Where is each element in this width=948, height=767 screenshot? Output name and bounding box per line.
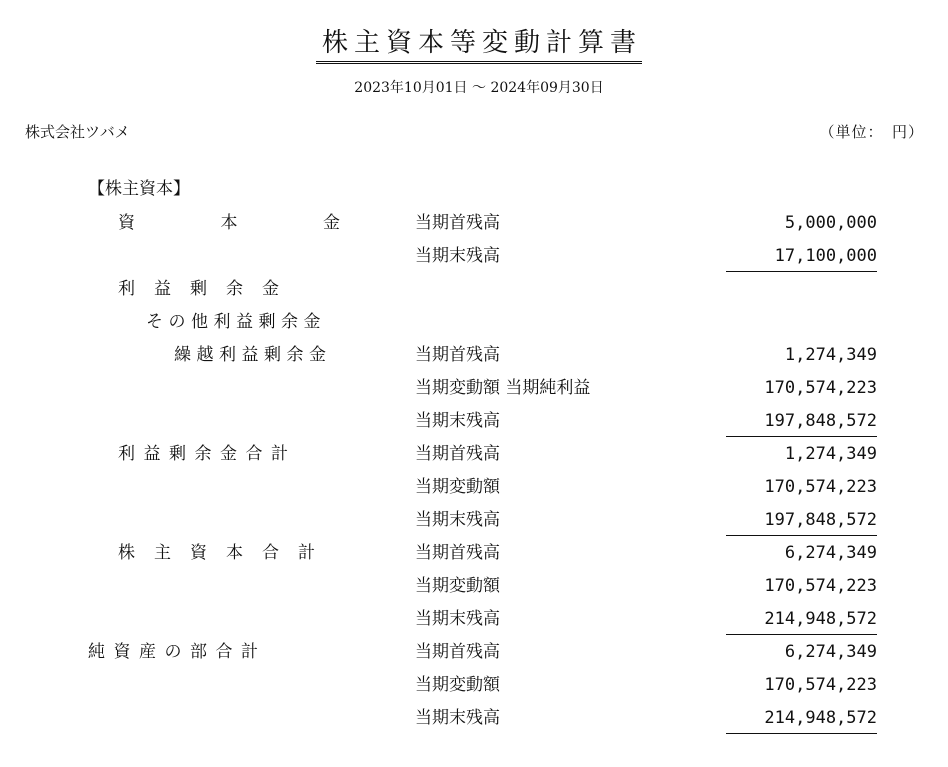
equity-total-closing-row — [0, 602, 948, 635]
equity-total-opening-label: 当期首残高 — [415, 543, 500, 563]
capital-label-char: 金 — [323, 213, 340, 233]
net-assets-opening-label: 当期首残高 — [415, 642, 500, 662]
section-header-row — [0, 172, 948, 205]
retained-total-opening-amount: 1,274,349 — [784, 444, 877, 464]
equity-total-change-amount: 170,574,223 — [764, 576, 877, 596]
retained-total-opening-row — [0, 437, 948, 470]
net-assets-closing-label: 当期末残高 — [415, 708, 500, 728]
retained-total-closing-label: 当期末残高 — [415, 510, 500, 530]
carried-opening-amount: 1,274,349 — [784, 345, 877, 365]
capital-closing-label: 当期末残高 — [415, 246, 500, 266]
capital-label-char: 資 — [118, 213, 135, 233]
section-header: 【株主資本】 — [88, 179, 190, 199]
carried-change-amount: 170,574,223 — [764, 378, 877, 398]
carried-closing-row — [0, 404, 948, 437]
other-retained-label: その他利益剰余金 — [146, 312, 326, 332]
carried-retained-label: 繰越利益剰余金 — [174, 345, 332, 365]
retained-total-change-row — [0, 470, 948, 503]
equity-total-closing-amount: 214,948,572 — [726, 608, 877, 635]
other-retained-row — [0, 305, 948, 338]
capital-opening-amount: 5,000,000 — [784, 213, 877, 233]
capital-opening-label: 当期首残高 — [415, 213, 500, 233]
net-assets-closing-amount: 214,948,572 — [726, 707, 877, 734]
equity-total-change-label: 当期変動額 — [415, 576, 500, 596]
page-title-text: 株主資本等変動計算書 — [316, 26, 642, 64]
net-assets-change-amount: 170,574,223 — [764, 675, 877, 695]
capital-closing-row — [0, 239, 948, 272]
net-assets-total-label: 純資産の部合計 — [88, 642, 267, 662]
capital-closing-amount: 17,100,000 — [726, 245, 877, 272]
retained-total-closing-row — [0, 503, 948, 536]
retained-total-closing-amount: 197,848,572 — [726, 509, 877, 536]
net-assets-change-label: 当期変動額 — [415, 675, 500, 695]
retained-total-change-amount: 170,574,223 — [764, 477, 877, 497]
fiscal-period: 2023年10月01日 〜 2024年09月30日 — [354, 80, 604, 96]
equity-total-change-row — [0, 569, 948, 602]
retained-total-opening-label: 当期首残高 — [415, 444, 500, 464]
equity-total-closing-label: 当期末残高 — [415, 609, 500, 629]
retained-earnings-label: 利益剰余金 — [118, 279, 298, 299]
carried-opening-row — [0, 338, 948, 371]
carried-change-row — [0, 371, 948, 404]
unit-label: （単位： 円） — [819, 123, 924, 141]
carried-opening-label: 当期首残高 — [415, 345, 500, 365]
retained-total-change-label: 当期変動額 — [415, 477, 500, 497]
carried-closing-label: 当期末残高 — [415, 411, 500, 431]
capital-opening-row — [0, 206, 948, 239]
net-assets-opening-amount: 6,274,349 — [784, 642, 877, 662]
equity-total-label: 株主資本合計 — [118, 543, 334, 563]
capital-label-char: 本 — [220, 213, 238, 233]
carried-change-label: 当期変動額 当期純利益 — [415, 378, 591, 398]
carried-closing-amount: 197,848,572 — [726, 410, 877, 437]
company-name: 株式会社ツバメ — [25, 123, 130, 141]
equity-total-opening-amount: 6,274,349 — [784, 543, 877, 563]
page-title — [0, 26, 948, 64]
net-assets-opening-row — [0, 635, 948, 668]
retained-total-label: 利益剰余金合計 — [118, 444, 297, 464]
capital-label — [118, 212, 340, 234]
net-assets-change-row — [0, 668, 948, 701]
net-assets-closing-row — [0, 701, 948, 734]
retained-earnings-row — [0, 272, 948, 305]
equity-total-opening-row — [0, 536, 948, 569]
